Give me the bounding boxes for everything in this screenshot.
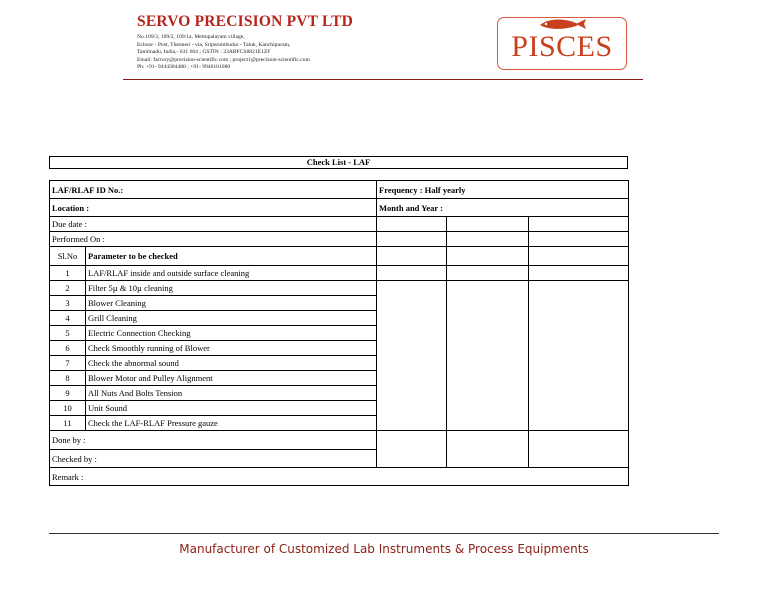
performed-on-cell[interactable] — [447, 232, 529, 247]
pisces-logo — [497, 17, 627, 70]
header-divider — [123, 79, 643, 80]
status-cell[interactable] — [377, 281, 447, 296]
item-number: 3 — [50, 296, 86, 311]
status-cell[interactable] — [529, 341, 629, 356]
footer-tagline: Manufacturer of Customized Lab Instruments & Process Equipments — [179, 542, 589, 556]
item-parameter: All Nuts And Bolts Tension — [86, 386, 377, 401]
table-row — [50, 199, 629, 217]
item-number: 8 — [50, 371, 86, 386]
item-parameter: Grill Cleaning — [86, 311, 377, 326]
table-row — [50, 371, 629, 386]
item-number: 11 — [50, 416, 86, 431]
table-row — [50, 266, 629, 281]
item-parameter: Blower Cleaning — [86, 296, 377, 311]
table-row — [50, 401, 629, 416]
status-cell[interactable] — [447, 401, 529, 416]
status-cell[interactable] — [377, 371, 447, 386]
checklist-table — [49, 180, 629, 486]
status-cell[interactable] — [447, 371, 529, 386]
table-row — [50, 386, 629, 401]
due-date-cell[interactable] — [529, 217, 629, 232]
due-date-cell[interactable] — [377, 217, 447, 232]
table-row — [50, 311, 629, 326]
company-name: SERVO PRECISION PVT LTD — [137, 13, 354, 30]
table-row — [50, 431, 629, 450]
table-header-row — [50, 247, 629, 266]
status-cell — [447, 247, 529, 266]
status-cell[interactable] — [447, 416, 529, 431]
footer-divider — [49, 533, 719, 534]
table-row — [50, 217, 629, 232]
item-parameter: Blower Motor and Pulley Alignment — [86, 371, 377, 386]
status-cell[interactable] — [447, 281, 529, 296]
status-cell[interactable] — [377, 386, 447, 401]
performed-on-label: Performed On : — [50, 232, 377, 247]
table-row — [50, 296, 629, 311]
item-parameter: LAF/RLAF inside and outside surface cleaning — [86, 266, 377, 281]
status-cell[interactable] — [377, 326, 447, 341]
location-label: Location : — [50, 199, 377, 217]
col-parameter: Parameter to be checked — [86, 247, 377, 266]
address-line: Email: factory@precision-scientific.com ; project1@precision-scientific.com — [137, 56, 310, 63]
status-cell[interactable] — [377, 266, 447, 281]
status-cell[interactable] — [529, 266, 629, 281]
table-row — [50, 356, 629, 371]
status-cell[interactable] — [377, 296, 447, 311]
table-row — [50, 416, 629, 431]
table-row — [50, 326, 629, 341]
checked-by-cell[interactable] — [377, 450, 447, 468]
laf-id-label: LAF/RLAF ID No.: — [50, 181, 377, 199]
checked-by-label: Checked by : — [50, 450, 377, 468]
status-cell[interactable] — [529, 356, 629, 371]
done-by-cell[interactable] — [377, 431, 447, 450]
status-cell[interactable] — [529, 311, 629, 326]
status-cell[interactable] — [529, 281, 629, 296]
status-cell[interactable] — [447, 296, 529, 311]
table-row — [50, 232, 629, 247]
status-cell[interactable] — [447, 326, 529, 341]
item-parameter: Check the LAF-RLAF Pressure gauze — [86, 416, 377, 431]
status-cell[interactable] — [447, 311, 529, 326]
address-line: Tamilnadu, India,- 631 604 ; GSTIN : 33ABFCS8821E1ZF — [137, 49, 271, 56]
status-cell[interactable] — [377, 416, 447, 431]
status-cell[interactable] — [447, 341, 529, 356]
status-cell[interactable] — [529, 386, 629, 401]
logo-text: PISCES — [511, 30, 613, 63]
col-slno: Sl.No — [50, 247, 86, 266]
address-line: Ph: +91- 9444384480 ; +91- 9940101080 — [137, 64, 231, 71]
table-row — [50, 450, 629, 468]
status-cell[interactable] — [377, 356, 447, 371]
due-date-label: Due date : — [50, 217, 377, 232]
item-parameter: Unit Sound — [86, 401, 377, 416]
status-cell[interactable] — [529, 416, 629, 431]
item-number: 10 — [50, 401, 86, 416]
status-cell[interactable] — [377, 341, 447, 356]
performed-on-cell[interactable] — [529, 232, 629, 247]
item-number: 9 — [50, 386, 86, 401]
item-number: 7 — [50, 356, 86, 371]
item-parameter: Check the abnormal sound — [86, 356, 377, 371]
due-date-cell[interactable] — [447, 217, 529, 232]
table-row — [50, 341, 629, 356]
status-cell[interactable] — [447, 356, 529, 371]
table-row — [50, 468, 629, 486]
item-number: 4 — [50, 311, 86, 326]
address-line: No.109/3, 109/2, 109/1a, Mettupalayam village, — [137, 34, 245, 40]
checklist-title: Check List - LAF — [49, 156, 628, 169]
item-number: 5 — [50, 326, 86, 341]
status-cell[interactable] — [529, 296, 629, 311]
status-cell[interactable] — [529, 371, 629, 386]
status-cell — [377, 247, 447, 266]
company-address — [137, 34, 310, 72]
done-by-cell[interactable] — [529, 431, 629, 450]
checked-by-cell[interactable] — [529, 450, 629, 468]
status-cell[interactable] — [447, 386, 529, 401]
item-parameter: Filter 5µ & 10µ cleaning — [86, 281, 377, 296]
table-row — [50, 281, 629, 296]
item-number: 2 — [50, 281, 86, 296]
item-number: 1 — [50, 266, 86, 281]
item-parameter: Check Smoothly running of Blower — [86, 341, 377, 356]
status-cell[interactable] — [377, 401, 447, 416]
checked-by-cell[interactable] — [447, 450, 529, 468]
done-by-label: Done by : — [50, 431, 377, 450]
status-cell[interactable] — [529, 326, 629, 341]
status-cell[interactable] — [447, 266, 529, 281]
done-by-cell[interactable] — [447, 431, 529, 450]
remark-label[interactable]: Remark : — [50, 468, 629, 486]
table-row — [50, 181, 629, 199]
month-year-label: Month and Year : — [377, 199, 629, 217]
address-line: Echoor - Post, Thenneri - via, Sriperumbudur - Taluk, Kanchipuram, — [137, 41, 291, 48]
item-parameter: Electric Connection Checking — [86, 326, 377, 341]
performed-on-cell[interactable] — [377, 232, 447, 247]
item-number: 6 — [50, 341, 86, 356]
frequency-label: Frequency : Half yearly — [377, 181, 629, 199]
status-cell[interactable] — [529, 401, 629, 416]
status-cell — [529, 247, 629, 266]
status-cell[interactable] — [377, 311, 447, 326]
